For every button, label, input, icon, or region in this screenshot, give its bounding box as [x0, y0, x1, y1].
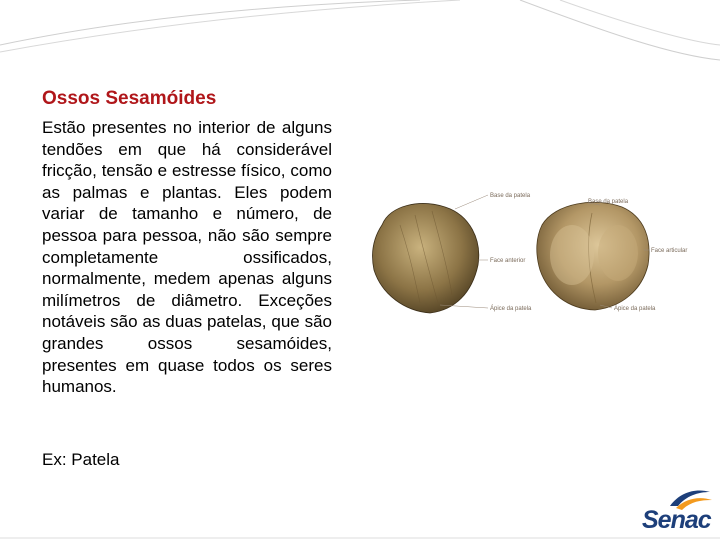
- senac-logo-text: Senac: [642, 506, 711, 534]
- patella-illustration: [360, 185, 688, 325]
- patella-articular-view: [537, 199, 688, 312]
- label-right-apex: Ápice da patela: [614, 306, 656, 312]
- label-left-face: Face anterior: [490, 258, 526, 264]
- senac-logo: [638, 484, 718, 534]
- slide-title: Ossos Sesamóides: [42, 88, 217, 109]
- example-text: Ex: Patela: [42, 450, 120, 469]
- patella-anterior-view: [372, 193, 532, 313]
- label-left-base: Base da patela: [490, 193, 531, 199]
- label-left-apex: Ápice da patela: [490, 306, 532, 312]
- label-right-face: Face articular: [651, 248, 688, 254]
- label-right-base: Base da patela: [588, 199, 629, 205]
- slide-body-text: Estão presentes no interior de alguns tendões em que há considerável fricção, tensão e estresse físico, como as palmas e plantas. Eles podem variar de tamanho e número, de pessoa para pessoa, não são sempre completamente ossificados, normalmente, medem apenas alguns milímetros de diâmetro. Exceções notáveis são as duas patelas, que são grandes ossos sesamóides, presentes em quase todos os seres humanos.: [42, 118, 332, 397]
